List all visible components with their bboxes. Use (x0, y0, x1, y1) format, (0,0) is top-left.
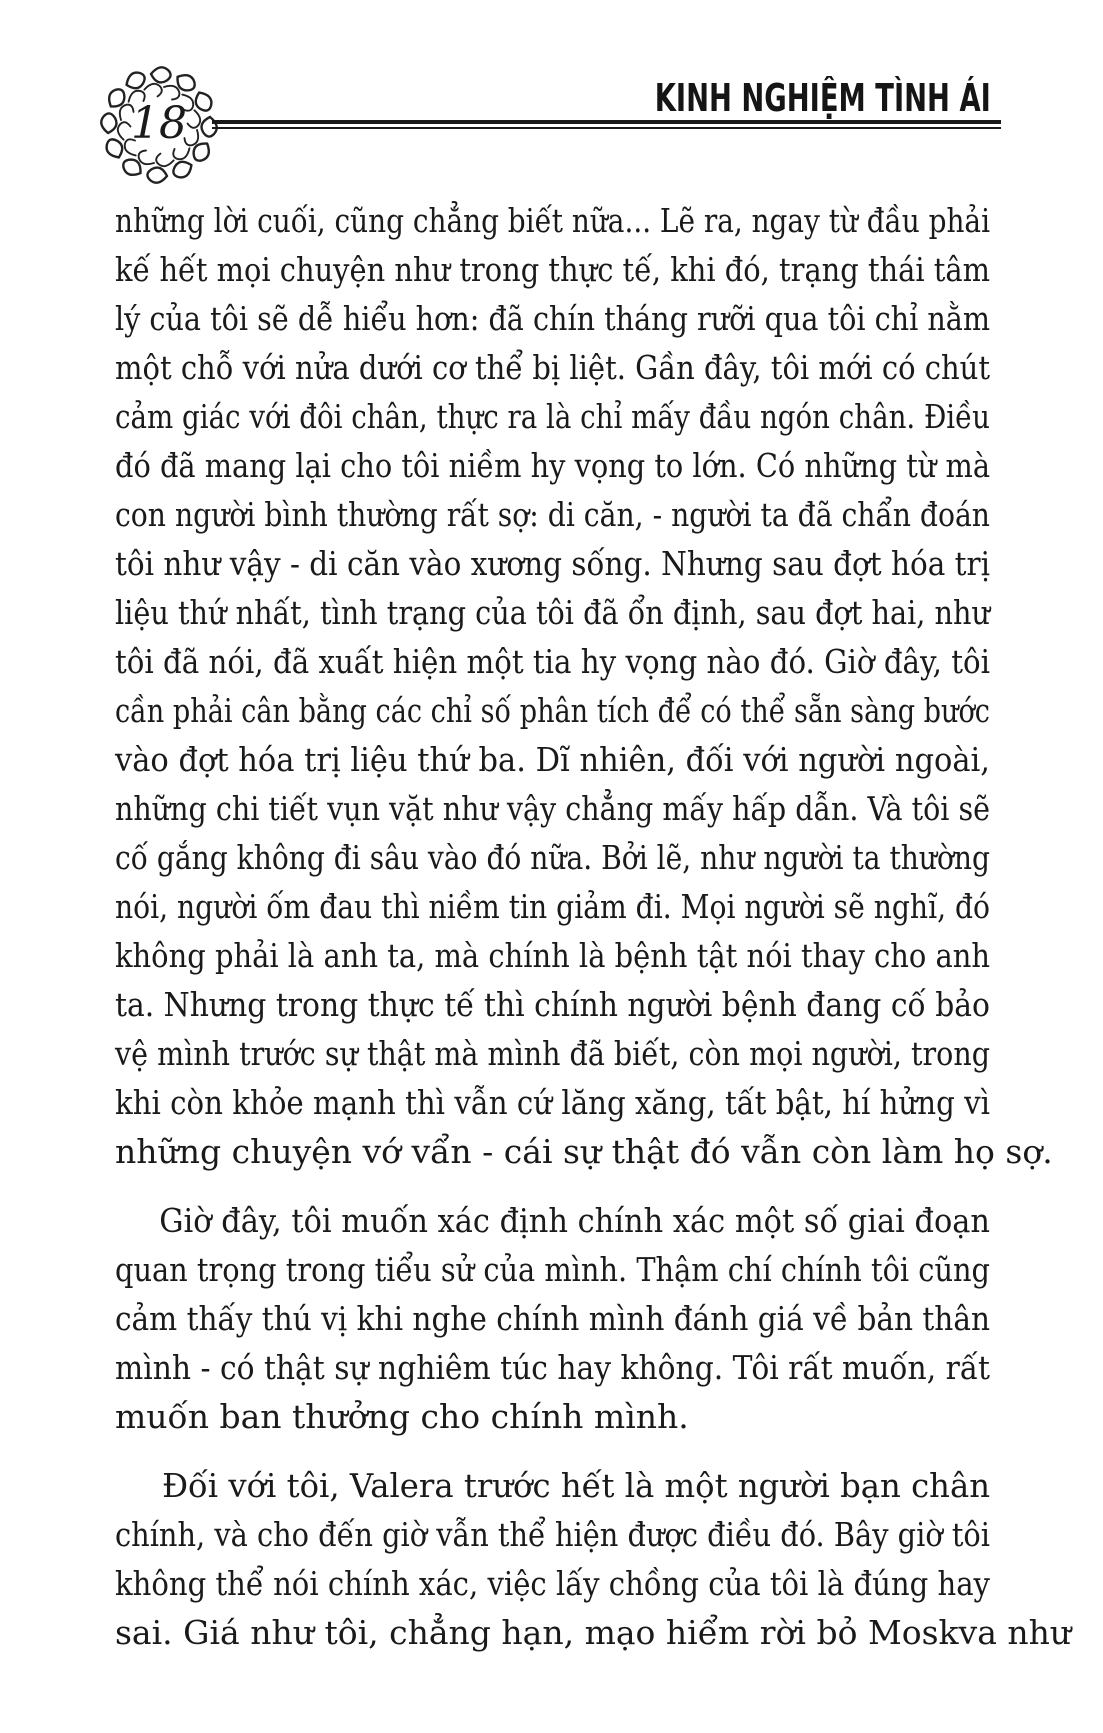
text-line: những chi tiết vụn vặt như vậy chẳng mấy hấp dẫn. Và tôi sẽ (115, 789, 990, 828)
text-line: Đối với tôi, Valera trước hết là một người bạn chân (161, 1466, 991, 1505)
text-line: ta. Nhưng trong thực tế thì chính người bệnh đang cố bảo (115, 985, 990, 1024)
page-number-ornament (94, 60, 224, 190)
text-line: không phải là anh ta, mà chính là bệnh tật nói thay cho anh (115, 936, 990, 975)
text-line: quan trọng trong tiểu sử của mình. Thậm chí chính tôi cũng (115, 1250, 990, 1289)
body-text (115, 196, 1072, 1657)
text-line: đó đã mang lại cho tôi niềm hy vọng to lớn. Có những từ mà (115, 446, 990, 485)
text-line: vệ mình trước sự thật mà mình đã biết, còn mọi người, trong (115, 1034, 990, 1073)
text-line: kế hết mọi chuyện như trong thực tế, khi đó, trạng thái tâm (115, 250, 990, 289)
text-line: sai. Giá như tôi, chẳng hạn, mạo hiểm rời bỏ Moskva như (115, 1613, 1072, 1652)
text-line: cảm giác với đôi chân, thực ra là chỉ mấy đầu ngón chân. Điều (115, 397, 990, 436)
running-title: KINH NGHIỆM TÌNH ÁI (654, 76, 991, 120)
header-rule (212, 120, 1001, 129)
text-line: không thể nói chính xác, việc lấy chồng của tôi là đúng hay (115, 1564, 990, 1603)
text-line: chính, và cho đến giờ vẫn thể hiện được điều đó. Bây giờ tôi (115, 1515, 990, 1554)
text-line: Giờ đây, tôi muốn xác định chính xác một số giai đoạn (159, 1201, 990, 1240)
text-line: vào đợt hóa trị liệu thứ ba. Dĩ nhiên, đối với người ngoài, (115, 740, 990, 779)
paragraph (115, 196, 1053, 1176)
text-line: cố gắng không đi sâu vào đó nữa. Bởi lẽ, như người ta thường (115, 838, 990, 877)
text-line: nói, người ốm đau thì niềm tin giảm đi. Mọi người sẽ nghĩ, đó (115, 887, 990, 926)
text-line: tôi đã nói, đã xuất hiện một tia hy vọng nào đó. Giờ đây, tôi (115, 642, 990, 681)
page-number: 18 (131, 97, 187, 149)
text-line: con người bình thường rất sợ: di căn, - người ta đã chẩn đoán (115, 495, 990, 534)
text-line: những lời cuối, cũng chẳng biết nữa... Lẽ ra, ngay từ đầu phải (115, 201, 990, 240)
text-line: cần phải cân bằng các chỉ số phân tích để có thể sẵn sàng bước (115, 691, 990, 730)
paragraph (115, 1196, 990, 1441)
text-line: cảm thấy thú vị khi nghe chính mình đánh giá về bản thân (115, 1299, 990, 1338)
text-line: liệu thứ nhất, tình trạng của tôi đã ổn định, sau đợt hai, như (115, 593, 990, 632)
paragraph (115, 1461, 1072, 1657)
text-line: lý của tôi sẽ dễ hiểu hơn: đã chín tháng rưỡi qua tôi chỉ nằm (115, 299, 990, 338)
text-line: những chuyện vớ vẩn - cái sự thật đó vẫn còn làm họ sợ. (115, 1132, 1053, 1171)
text-line: khi còn khỏe mạnh thì vẫn cứ lăng xăng, tất bật, hí hửng vì (115, 1083, 990, 1122)
text-line: muốn ban thưởng cho chính mình. (115, 1397, 689, 1436)
text-line: mình - có thật sự nghiêm túc hay không. Tôi rất muốn, rất (115, 1348, 990, 1387)
text-line: một chỗ với nửa dưới cơ thể bị liệt. Gần đây, tôi mới có chút (115, 348, 990, 387)
text-line: tôi như vậy - di căn vào xương sống. Nhưng sau đợt hóa trị (115, 544, 990, 583)
